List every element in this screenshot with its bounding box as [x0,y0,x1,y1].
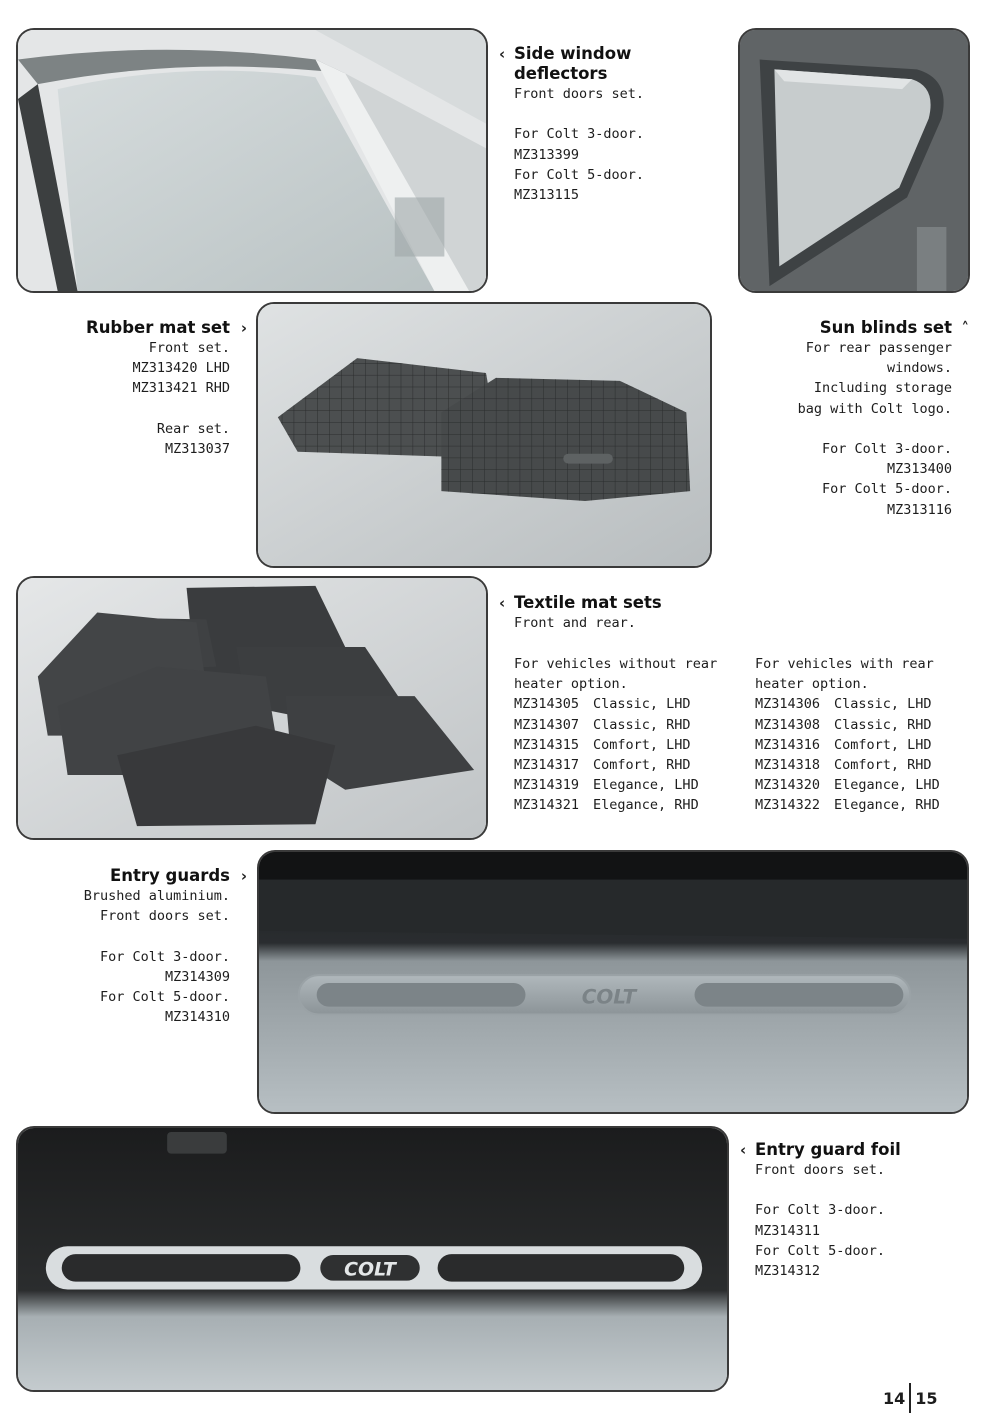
table-row: MZ314319 Elegance, LHD [514,777,699,794]
table-row: MZ314308 Classic, RHD [755,716,932,733]
sun-blinds-line: windows. [886,360,952,377]
rubber-mat-block [85,318,247,459]
table-row: MZ314307 Classic, RHD [514,716,691,733]
chevron-left-icon: ‹ [499,45,506,63]
entry-foil-line: For Colt 3-door. [755,1202,886,1219]
sun-blinds-line: MZ313400 [886,461,952,478]
textile-mat-block [499,593,662,633]
table-row: MZ314315 Comfort, LHD [514,736,691,753]
sun-blinds-line: MZ313116 [886,501,952,518]
table-row: MZ314316 Comfort, LHD [755,736,932,753]
textile-table-without-heater [514,694,713,815]
chevron-up-icon: ˄ [961,319,969,337]
side-window-line: Front doors set. [514,86,645,102]
table-row: MZ314321 Elegance, RHD [514,797,699,814]
side-window-deflectors-block [499,44,645,205]
table-row: MZ314305 Classic, LHD [514,696,691,713]
page-number-right: 15 [915,1389,938,1408]
side-window-line: For Colt 5-door. [514,166,645,183]
entry-guards-block [83,866,247,1027]
foil-logo-text: COLT [344,1259,396,1281]
side-window-line: For Colt 3-door. [514,126,645,143]
side-window-line: MZ313115 [514,187,580,203]
sun-blinds-line: bag with Colt logo. [797,400,952,417]
sun-blinds-line: Including storage [813,380,952,397]
side-window-deflector-photo [16,28,488,293]
page-numbers [883,1383,938,1413]
entry-guards-title: Entry guards › [109,866,247,885]
entry-guards-line: For Colt 5-door. [99,989,230,1005]
table-row: MZ314317 Comfort, RHD [514,757,691,774]
rubber-mat-line: MZ313420 LHD [132,360,230,377]
table-row: MZ314320 Elegance, LHD [755,777,940,794]
entry-guard-foil-block [740,1140,901,1281]
entry-guards-line: Front doors set. [99,908,230,925]
textile-col-with-heater: For vehicles with rear heater option. MZ314306 Classic, LHD MZ314308 Classic, RHD MZ314316 Comfort, LHD MZ314318 Comfort, RHD MZ314320 Elegance, LHD MZ314322 Elegance, RHD [755,654,954,816]
sun-blinds-block [797,318,969,520]
entry-guards-photo [257,850,969,1114]
entry-guards-line: For Colt 3-door. [99,948,230,965]
guard-logo-text: COLT [581,985,637,1009]
entry-foil-line: For Colt 5-door. [755,1242,886,1259]
textile-mat-subtitle: Front and rear. [514,615,636,631]
rubber-mat-title: Rubber mat set › [85,318,247,337]
textile-table-with-heater [755,694,954,815]
textile-col-without-heater: For vehicles without rear heater option. MZ314305 Classic, LHD MZ314307 Classic, RHD MZ314315 Comfort, LHD MZ314317 Comfort, RHD MZ314319 Elegance, LHD MZ314321 Elegance, RHD [514,654,717,816]
entry-guards-line: MZ314309 [164,968,230,985]
chevron-right-icon: › [240,867,247,885]
rubber-mat-line: MZ313421 RHD [132,380,230,397]
table-row: MZ314318 Comfort, RHD [755,757,932,774]
sun-blind-photo [738,28,970,293]
sun-blinds-line: For rear passenger [805,340,952,356]
entry-guards-line: Brushed aluminium. [83,888,230,904]
chevron-right-icon: › [240,319,247,337]
sun-blinds-title: Sun blinds set ˄ [819,318,969,337]
rubber-mat-line: MZ313037 [164,441,230,457]
page-divider [909,1383,911,1413]
sun-blinds-line: For Colt 5-door. [821,481,952,498]
entry-guard-foil-title: ‹ Entry guard foil [740,1140,901,1159]
page-number-left: 14 [883,1389,906,1408]
chevron-left-icon: ‹ [499,594,506,612]
sun-blinds-line: For Colt 3-door. [821,441,952,457]
rubber-mat-photo [256,302,712,568]
chevron-left-icon: ‹ [740,1141,747,1159]
side-window-deflectors-title: ‹ Side window deflectors [499,44,632,83]
entry-foil-line: MZ314311 [755,1222,821,1239]
textile-mat-photo [16,576,488,840]
rubber-mat-line: Front set. [148,340,230,356]
side-window-line: MZ313399 [514,146,580,163]
textile-mat-title: ‹ Textile mat sets [499,593,662,612]
table-row: MZ314322 Elegance, RHD [755,797,940,814]
entry-foil-line: MZ314312 [755,1263,821,1279]
entry-foil-line: Front doors set. [755,1162,886,1178]
table-row: MZ314306 Classic, LHD [755,696,932,713]
rubber-mat-line: Rear set. [156,420,230,437]
entry-guards-line: MZ314310 [164,1009,230,1026]
entry-guard-foil-photo [16,1126,729,1392]
